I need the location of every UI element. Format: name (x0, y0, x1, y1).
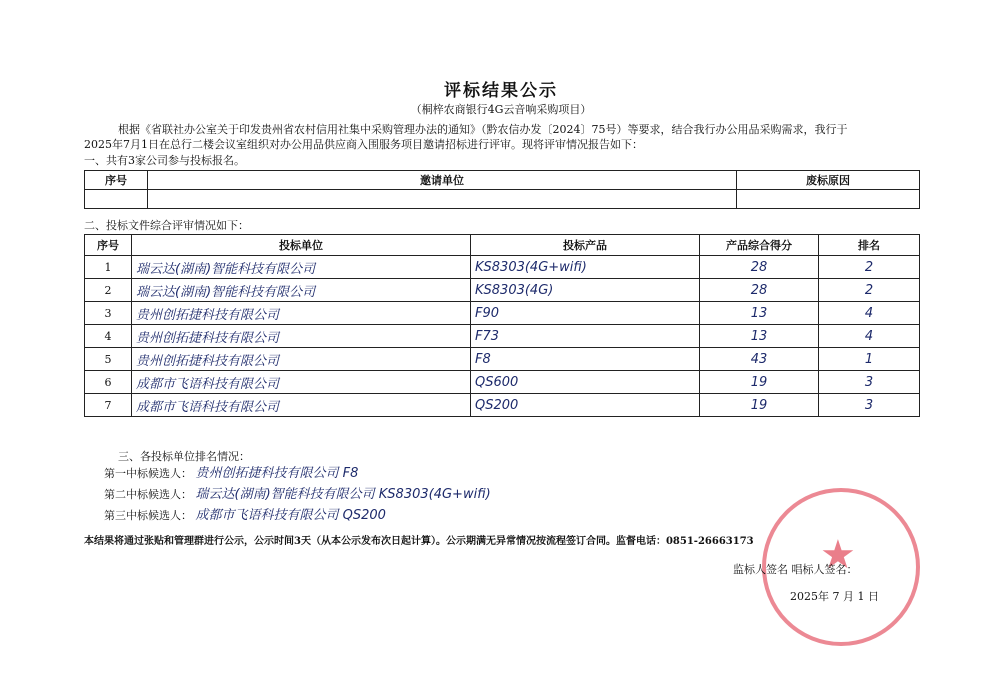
row-company: 贵州创拓捷科技有限公司 (132, 348, 471, 371)
row-no: 2 (85, 279, 132, 302)
col-header-rank: 排名 (819, 235, 920, 256)
candidate-2 (104, 487, 491, 502)
table-row (85, 190, 920, 209)
row-score: 13 (700, 325, 819, 348)
notice-text: 本结果将通过张贴和管理群进行公示，公示时间3天（从本公示发布次日起计算）。公示期满无异常情况按流程签订合同。监督电话：0851-26663173 (84, 536, 754, 547)
row-company: 成都市飞语科技有限公司 (132, 371, 471, 394)
col-header-product: 投标产品 (471, 235, 700, 256)
row-product: QS600 (471, 371, 700, 394)
table-row (85, 394, 920, 417)
col-header-score: 产品综合得分 (700, 235, 819, 256)
candidate-value: 瑞云达(湖南)智能科技有限公司 KS8303(4G+wifi) (195, 487, 491, 502)
row-no: 6 (85, 371, 132, 394)
page-title: 评标结果公示 (444, 81, 558, 101)
row-product: F90 (471, 302, 700, 325)
row-product: F73 (471, 325, 700, 348)
row-rank: 2 (819, 256, 920, 279)
page-subtitle: （桐梓农商银行4G云音响采购项目） (410, 103, 592, 116)
table-row (85, 256, 920, 279)
table-row (85, 348, 920, 371)
row-rank: 4 (819, 302, 920, 325)
row-company: 成都市飞语科技有限公司 (132, 394, 471, 417)
table-row (85, 371, 920, 394)
invited-units-table (84, 170, 920, 209)
col-header-bidder: 投标单位 (132, 235, 471, 256)
candidate-value: 成都市飞语科技有限公司 QS200 (195, 508, 386, 523)
row-company: 瑞云达(湖南)智能科技有限公司 (132, 256, 471, 279)
table-row (85, 302, 920, 325)
row-score: 28 (700, 279, 819, 302)
row-no: 7 (85, 394, 132, 417)
row-product: F8 (471, 348, 700, 371)
candidate-label: 第二中标候选人： (104, 488, 192, 501)
row-score: 19 (700, 371, 819, 394)
date-line: 2025年 7 月 1 日 (790, 590, 879, 603)
row-product: KS8303(4G+wifi) (471, 256, 700, 279)
row-score: 43 (700, 348, 819, 371)
section-3-heading: 三、各投标单位排名情况： (118, 450, 250, 463)
candidate-value: 贵州创拓捷科技有限公司 F8 (195, 466, 359, 481)
row-rank: 2 (819, 279, 920, 302)
col-header-no: 序号 (85, 171, 148, 190)
row-score: 13 (700, 302, 819, 325)
row-no: 1 (85, 256, 132, 279)
row-product: KS8303(4G) (471, 279, 700, 302)
signature-line: 监标人签名 唱标人签名： (733, 563, 858, 576)
candidate-label: 第一中标候选人： (104, 467, 192, 480)
section-1-heading: 一、共有3家公司参与投标报名。 (84, 154, 245, 167)
candidate-3 (104, 508, 386, 523)
row-company: 贵州创拓捷科技有限公司 (132, 325, 471, 348)
intro-paragraph: 根据《省联社办公室关于印发贵州省农村信用社集中采购管理办法的通知》（黔农信办发〔2024〕75号）等要求，结合我行办公用品采购需求，我行于 (118, 123, 848, 136)
col-header-no: 序号 (85, 235, 132, 256)
row-no: 3 (85, 302, 132, 325)
table-row (85, 279, 920, 302)
evaluation-table (84, 234, 920, 417)
seal-star-icon: ★ (820, 532, 856, 578)
row-score: 28 (700, 256, 819, 279)
row-rank: 3 (819, 394, 920, 417)
table-row (85, 325, 920, 348)
row-rank: 3 (819, 371, 920, 394)
col-header-unit: 邀请单位 (148, 171, 737, 190)
col-header-reason: 废标原因 (737, 171, 920, 190)
row-score: 19 (700, 394, 819, 417)
intro-paragraph-2: 2025年7月1日在总行二楼会议室组织对办公用品供应商入围服务项目邀请招标进行评审。现将评审情况报告如下： (84, 138, 643, 151)
row-company: 贵州创拓捷科技有限公司 (132, 302, 471, 325)
section-2-heading: 二、投标文件综合评审情况如下： (84, 219, 249, 232)
row-product: QS200 (471, 394, 700, 417)
candidate-label: 第三中标候选人： (104, 509, 192, 522)
row-no: 4 (85, 325, 132, 348)
candidate-1 (104, 466, 358, 481)
row-company: 瑞云达(湖南)智能科技有限公司 (132, 279, 471, 302)
row-rank: 1 (819, 348, 920, 371)
row-no: 5 (85, 348, 132, 371)
row-rank: 4 (819, 325, 920, 348)
